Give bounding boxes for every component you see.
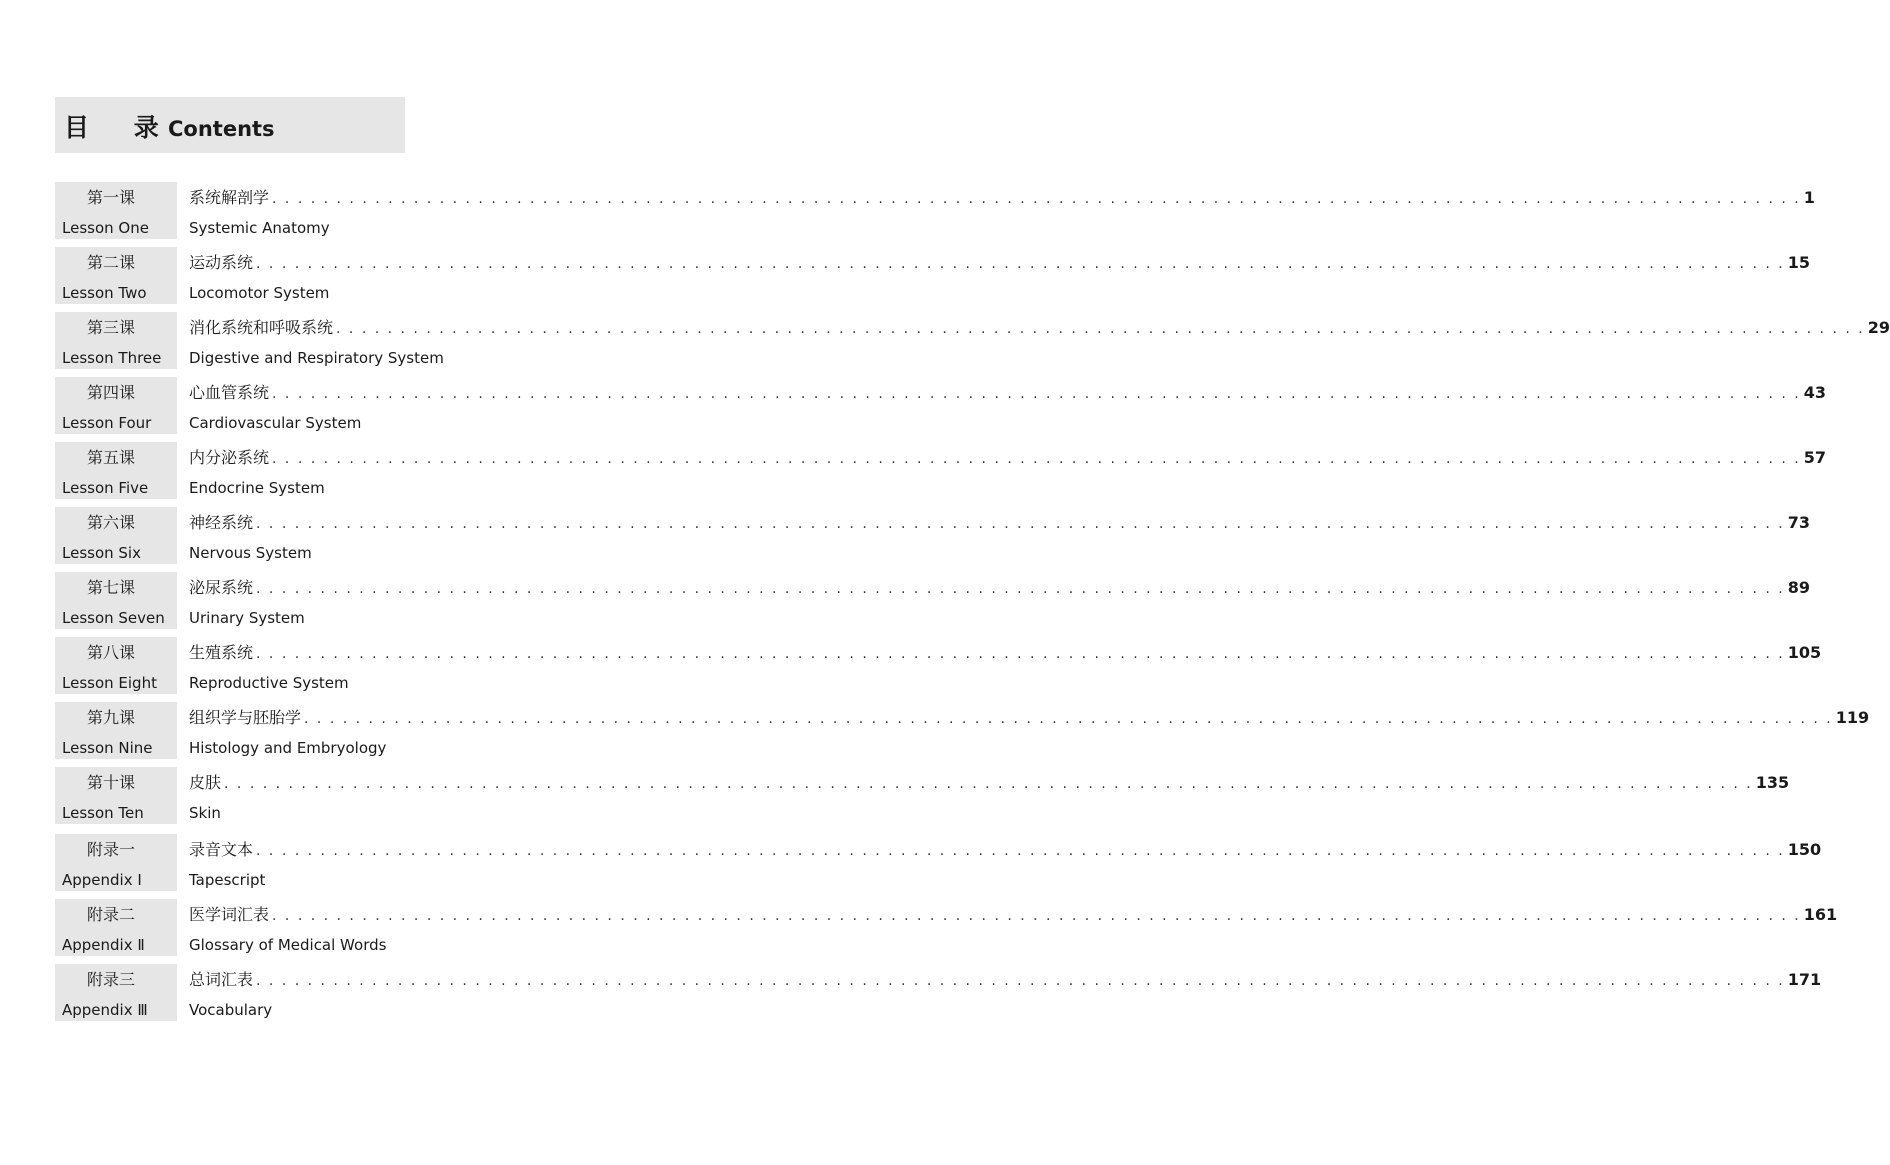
page-number: 89 [1787, 578, 1810, 597]
chapter-title-line [189, 773, 1790, 794]
chapter-title-english: Digestive and Respiratory System [189, 349, 444, 367]
lesson-number-chinese: 第五课 [86, 448, 135, 467]
toc-entry[interactable] [55, 637, 1822, 694]
lesson-number-english: Lesson Ten [62, 804, 144, 822]
dot-leader: . . . . . . . . . . . . . . . . . . . . . . . . . . . . . . . . . . . . . . . . . . . . . . . . . . . . . . . . . . . . . . . . . . . . . . . . . . . . . . . . . . . . . . . . . . . . . . . . . . . . . . . . . . . . . . . . . . . . . . . [256, 256, 1785, 272]
lesson-label-box [55, 702, 177, 759]
dot-leader: . . . . . . . . . . . . . . . . . . . . . . . . . . . . . . . . . . . . . . . . . . . . . . . . . . . . . . . . . . . . . . . . . . . . . . . . . . . . . . . . . . . . . . . . . . . . . . . . . . . . . . . . . . . . . . . . . . . . . . . [272, 386, 1801, 402]
lesson-label-box [55, 442, 177, 499]
chapter-title-chinese: 组织学与胚胎学 [189, 708, 302, 727]
chapter-title-chinese: 运动系统 [189, 253, 254, 272]
chapter-title-line [189, 513, 1810, 534]
dot-leader: . . . . . . . . . . . . . . . . . . . . . . . . . . . . . . . . . . . . . . . . . . . . . . . . . . . . . . . . . . . . . . . . . . . . . . . . . . . . . . . . . . . . . . . . . . . . . . . . . . . . . . . . . . . . . . . . . . . . . . . [256, 646, 1785, 662]
page-number: 57 [1803, 448, 1826, 467]
chapter-title-chinese: 医学词汇表 [189, 905, 270, 924]
page-title-english: Contents [168, 117, 275, 141]
chapter-title-english: Cardiovascular System [189, 414, 362, 432]
chapter-title-chinese: 心血管系统 [189, 383, 270, 402]
chapter-title-chinese: 生殖系统 [189, 643, 254, 662]
lesson-label-box [55, 182, 177, 239]
dot-leader: . . . . . . . . . . . . . . . . . . . . . . . . . . . . . . . . . . . . . . . . . . . . . . . . . . . . . . . . . . . . . . . . . . . . . . . . . . . . . . . . . . . . . . . . . . . . . . . . . . . . . . . . . . . . . . . . . . . . . . . [256, 516, 1785, 532]
lesson-number-english: Appendix Ⅱ [62, 936, 145, 954]
lesson-number-chinese: 附录一 [86, 840, 135, 859]
page-number: 161 [1803, 905, 1838, 924]
toc-entry[interactable] [55, 507, 1810, 564]
chapter-title-chinese: 神经系统 [189, 513, 254, 532]
lesson-number-chinese: 第九课 [86, 708, 135, 727]
table-of-contents [55, 182, 1890, 1029]
dot-leader: . . . . . . . . . . . . . . . . . . . . . . . . . . . . . . . . . . . . . . . . . . . . . . . . . . . . . . . . . . . . . . . . . . . . . . . . . . . . . . . . . . . . . . . . . . . . . . . . . . . . . . . . . . . . . . . . . . . . . . . [304, 711, 1833, 727]
toc-entry[interactable] [55, 964, 1822, 1021]
lesson-number-english: Lesson Nine [62, 739, 153, 757]
chapter-title-line [189, 188, 1815, 209]
lesson-number-english: Lesson Eight [62, 674, 157, 692]
lesson-number-chinese: 第三课 [86, 318, 135, 337]
lesson-number-chinese: 第六课 [86, 513, 135, 532]
dot-leader: . . . . . . . . . . . . . . . . . . . . . . . . . . . . . . . . . . . . . . . . . . . . . . . . . . . . . . . . . . . . . . . . . . . . . . . . . . . . . . . . . . . . . . . . . . . . . . . . . . . . . . . . . . . . . . . . . . . . . . . [224, 776, 1753, 792]
chapter-title-chinese: 泌尿系统 [189, 578, 254, 597]
lesson-number-english: Lesson Seven [62, 609, 165, 627]
lesson-number-english: Appendix Ⅲ [62, 1001, 148, 1019]
lesson-number-english: Lesson Four [62, 414, 152, 432]
page-number: 105 [1787, 643, 1822, 662]
dot-leader: . . . . . . . . . . . . . . . . . . . . . . . . . . . . . . . . . . . . . . . . . . . . . . . . . . . . . . . . . . . . . . . . . . . . . . . . . . . . . . . . . . . . . . . . . . . . . . . . . . . . . . . . . . . . . . . . . . . . . . . [272, 191, 1801, 207]
lesson-number-english: Lesson Three [62, 349, 162, 367]
page-number: 119 [1835, 708, 1870, 727]
lesson-number-english: Lesson Six [62, 544, 141, 562]
chapter-title-chinese: 内分泌系统 [189, 448, 270, 467]
chapter-title-line [189, 383, 1826, 404]
chapter-title-line [189, 318, 1890, 339]
page-number: 73 [1787, 513, 1810, 532]
chapter-title-english: Tapescript [189, 871, 266, 889]
page-title-chinese: 目 录 [64, 113, 177, 142]
toc-entry[interactable] [55, 572, 1810, 629]
chapter-title-chinese: 系统解剖学 [189, 188, 270, 207]
dot-leader: . . . . . . . . . . . . . . . . . . . . . . . . . . . . . . . . . . . . . . . . . . . . . . . . . . . . . . . . . . . . . . . . . . . . . . . . . . . . . . . . . . . . . . . . . . . . . . . . . . . . . . . . . . . . . . . . . . . . . . . [272, 451, 1801, 467]
chapter-title-line [189, 578, 1810, 599]
chapter-title-english: Histology and Embryology [189, 739, 387, 757]
chapter-title-line [189, 253, 1810, 274]
lesson-number-chinese: 第一课 [86, 188, 135, 207]
toc-entry[interactable] [55, 312, 1890, 369]
lesson-label-box [55, 377, 177, 434]
chapter-title-line [189, 708, 1870, 729]
page-number: 1 [1803, 188, 1815, 207]
chapter-title-chinese: 录音文本 [189, 840, 254, 859]
lesson-number-english: Lesson Five [62, 479, 149, 497]
dot-leader: . . . . . . . . . . . . . . . . . . . . . . . . . . . . . . . . . . . . . . . . . . . . . . . . . . . . . . . . . . . . . . . . . . . . . . . . . . . . . . . . . . . . . . . . . . . . . . . . . . . . . . . . . . . . . . . . . . . . . . . [256, 973, 1785, 989]
chapter-title-line [189, 905, 1838, 926]
chapter-title-line [189, 448, 1826, 469]
page-number: 171 [1787, 970, 1822, 989]
page-number: 150 [1787, 840, 1822, 859]
page-number: 43 [1803, 383, 1826, 402]
chapter-title-line [189, 840, 1822, 861]
chapter-title-chinese: 皮肤 [189, 773, 222, 792]
toc-entry[interactable] [55, 182, 1815, 239]
chapter-title-chinese: 消化系统和呼吸系统 [189, 318, 334, 337]
chapter-title-english: Urinary System [189, 609, 305, 627]
lesson-label-box [55, 572, 177, 629]
toc-entry[interactable] [55, 767, 1790, 824]
lesson-number-chinese: 第四课 [86, 383, 135, 402]
lesson-number-chinese: 第二课 [86, 253, 135, 272]
lesson-number-chinese: 第十课 [86, 773, 135, 792]
page-number: 15 [1787, 253, 1810, 272]
lesson-label-box [55, 637, 177, 694]
dot-leader: . . . . . . . . . . . . . . . . . . . . . . . . . . . . . . . . . . . . . . . . . . . . . . . . . . . . . . . . . . . . . . . . . . . . . . . . . . . . . . . . . . . . . . . . . . . . . . . . . . . . . . . . . . . . . . . . . . . . . . . [336, 321, 1865, 337]
chapter-title-line [189, 970, 1822, 991]
chapter-title-english: Reproductive System [189, 674, 349, 692]
lesson-label-box [55, 834, 177, 891]
lesson-label-box [55, 899, 177, 956]
dot-leader: . . . . . . . . . . . . . . . . . . . . . . . . . . . . . . . . . . . . . . . . . . . . . . . . . . . . . . . . . . . . . . . . . . . . . . . . . . . . . . . . . . . . . . . . . . . . . . . . . . . . . . . . . . . . . . . . . . . . . . . [256, 843, 1785, 859]
page-number: 29 [1867, 318, 1890, 337]
chapter-title-english: Vocabulary [189, 1001, 273, 1019]
lesson-label-box [55, 247, 177, 304]
lesson-number-chinese: 附录二 [86, 905, 135, 924]
chapter-title-english: Nervous System [189, 544, 312, 562]
toc-entry[interactable] [55, 247, 1810, 304]
chapter-title-english: Endocrine System [189, 479, 325, 497]
toc-entry[interactable] [55, 442, 1826, 499]
toc-entry[interactable] [55, 377, 1826, 434]
lesson-number-chinese: 第七课 [86, 578, 135, 597]
chapter-title-english: Skin [189, 804, 221, 822]
toc-entry[interactable] [55, 834, 1822, 891]
lesson-label-box [55, 964, 177, 1021]
lesson-label-box [55, 507, 177, 564]
lesson-label-box [55, 312, 177, 369]
chapter-title-english: Glossary of Medical Words [189, 936, 387, 954]
chapter-title-english: Locomotor System [189, 284, 330, 302]
lesson-label-box [55, 767, 177, 824]
dot-leader: . . . . . . . . . . . . . . . . . . . . . . . . . . . . . . . . . . . . . . . . . . . . . . . . . . . . . . . . . . . . . . . . . . . . . . . . . . . . . . . . . . . . . . . . . . . . . . . . . . . . . . . . . . . . . . . . . . . . . . . [272, 908, 1801, 924]
chapter-title-line [189, 643, 1822, 664]
toc-entry[interactable] [55, 899, 1838, 956]
page-number: 135 [1755, 773, 1790, 792]
dot-leader: . . . . . . . . . . . . . . . . . . . . . . . . . . . . . . . . . . . . . . . . . . . . . . . . . . . . . . . . . . . . . . . . . . . . . . . . . . . . . . . . . . . . . . . . . . . . . . . . . . . . . . . . . . . . . . . . . . . . . . . [256, 581, 1785, 597]
lesson-number-chinese: 附录三 [86, 970, 135, 989]
lesson-number-english: Appendix Ⅰ [62, 871, 142, 889]
lesson-number-chinese: 第八课 [86, 643, 135, 662]
lesson-number-english: Lesson Two [62, 284, 147, 302]
lesson-number-english: Lesson One [62, 219, 149, 237]
chapter-title-english: Systemic Anatomy [189, 219, 330, 237]
toc-entry[interactable] [55, 702, 1870, 759]
chapter-title-chinese: 总词汇表 [189, 970, 254, 989]
